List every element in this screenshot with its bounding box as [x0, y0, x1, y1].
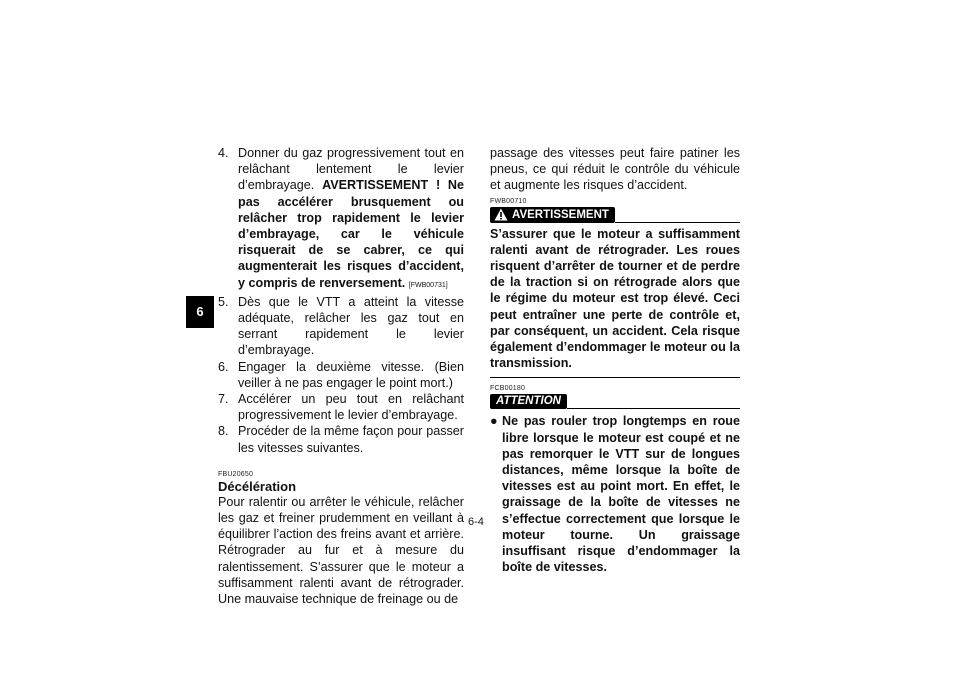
step-number: 5.	[218, 294, 229, 309]
step-5	[218, 294, 464, 359]
step-4	[218, 145, 464, 294]
attention-header-line	[567, 408, 740, 409]
step-number: 7.	[218, 392, 229, 407]
right-column	[490, 145, 740, 575]
warning-bottom-rule	[490, 377, 740, 378]
warning-badge	[490, 207, 615, 223]
step-number: 6.	[218, 359, 229, 374]
step-number: 8.	[218, 424, 229, 439]
step-8	[218, 423, 464, 455]
bullet-icon: ●	[490, 414, 498, 429]
step-text: Accélérer un peu tout en relâchant progressivement le levier d’embrayage.	[238, 392, 464, 423]
warning-header-line	[615, 222, 740, 223]
step-7	[218, 391, 464, 423]
warning-header	[490, 207, 740, 223]
step-6	[218, 359, 464, 391]
attention-code: FCB00180	[490, 385, 526, 393]
continuation-text: passage des vitesses peut faire patiner les pneus, ce qui réduit le contrôle du véhicule et augmente les risques d’accident.	[490, 146, 740, 193]
step-text	[238, 145, 464, 294]
section-code: FBU20650	[218, 470, 254, 478]
section-text: Pour ralentir ou arrêter le véhicule, relâcher les gaz et freiner prudemment en veillant à équilibrer l’action des freins avant et arrière. Rétrograder au fur et à mesure du ralentissement. S’assurer que le moteur a suffisamment ralenti avant de rétrograder. Une mauvaise technique de freinage ou de	[218, 494, 464, 607]
attention-header	[490, 394, 740, 409]
section-title: Décélération	[218, 478, 297, 494]
page-number: 6-4	[468, 516, 484, 528]
chapter-tab: 6	[186, 296, 214, 328]
attention-badge: ATTENTION	[490, 394, 567, 409]
step-instruction: Donner du gaz progressivement tout en relâchant lentement le levier d’embrayage.	[238, 146, 464, 193]
inline-warning: AVERTISSEMENT ! Ne pas accélérer brusquement ou relâcher trop rapidement le levier d’embrayage, car le véhicule risquerait de se cabrer, ce qui augmenterait les risques d’accident, y compris de renversement.	[238, 178, 465, 290]
warning-code: FWB00710	[490, 197, 527, 205]
attention-text: Ne pas rouler trop longtemps en roue libre lorsque le moteur est coupé et ne pas remorquer le VTT sur de longues distances, même lorsque la boîte de vitesses est au point mort. En effet, le graissage de la boîte de vitesses ne s’effectue correctement que lorsque le moteur tourne. Un graissage insuffisant risque d’endommager la boîte de vitesses.	[502, 414, 740, 575]
warning-label: AVERTISSEMENT	[512, 208, 609, 221]
step-text: Dès que le VTT a atteint la vitesse adéquate, relâcher les gaz tout en serrant rapidement le levier d’embrayage.	[238, 294, 464, 358]
warning-code: [FWB00731]	[408, 281, 448, 289]
warning-triangle-icon	[494, 208, 508, 221]
step-text: Engager la deuxième vitesse. (Bien veiller à ne pas engager le point mort.)	[238, 359, 464, 390]
left-column	[218, 145, 464, 607]
step-text: Procéder de la même façon pour passer les vitesses suivantes.	[238, 424, 464, 455]
warning-text: S’assurer que le moteur a suffisamment ralenti avant de rétrograder. Les roues risquent d’arrêter de tourner et de perdre de la traction si on rétrograde alors que le régime du moteur est trop élevé. Ceci peut entraîner une perte de contrôle et, par conséquent, un accident. Cela risque également d’endommager le moteur ou la transmission.	[490, 226, 740, 371]
step-number: 4.	[218, 146, 229, 160]
attention-item	[490, 413, 740, 575]
